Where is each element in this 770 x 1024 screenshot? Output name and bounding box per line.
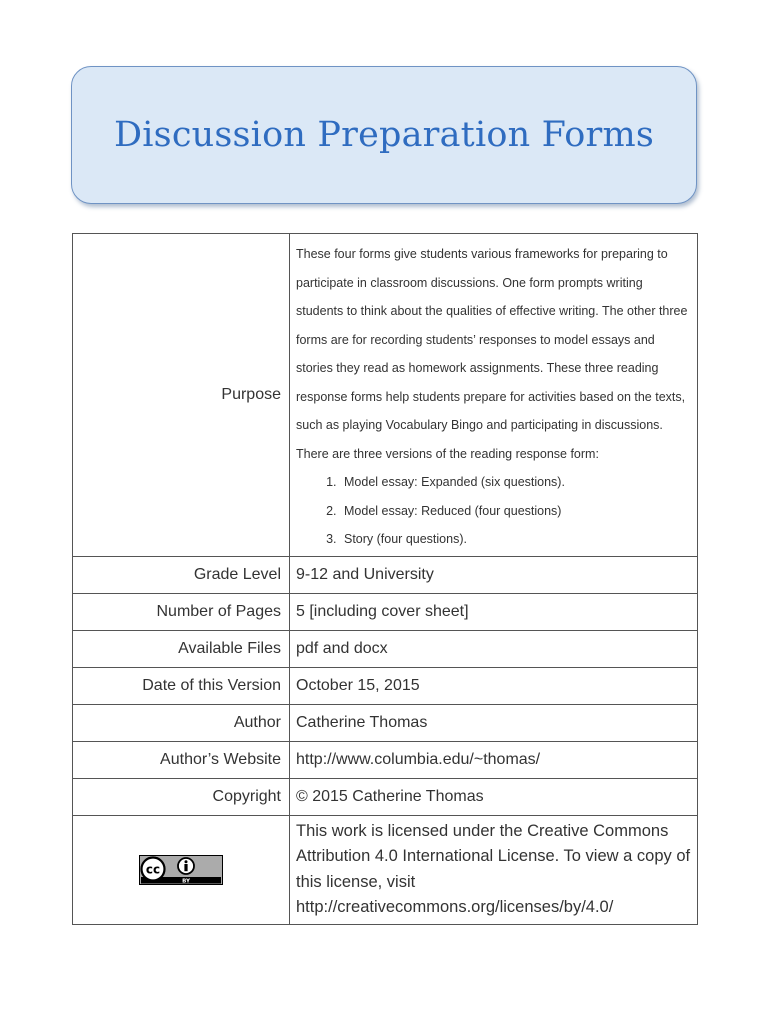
- number-of-pages-value: 5 [including cover sheet]: [290, 593, 698, 630]
- grade-level-label: Grade Level: [73, 556, 290, 593]
- author-value: Catherine Thomas: [290, 704, 698, 741]
- date-of-version-value: October 15, 2015: [290, 667, 698, 704]
- cc-badge-by-text: BY: [182, 877, 190, 884]
- license-text: This work is licensed under the Creative Commons Attribution 4.0 International License. To view a copy of this license, visit http://creativecommons.org/licenses/by/4.0/: [290, 815, 698, 924]
- number-of-pages-label: Number of Pages: [73, 593, 290, 630]
- purpose-paragraph-2: There are three versions of the reading response form:: [296, 446, 599, 461]
- svg-text:cc: cc: [145, 861, 161, 876]
- author-website-label: Author’s Website: [73, 741, 290, 778]
- list-item: 3. Story (four questions).: [340, 525, 691, 554]
- grade-level-value: 9-12 and University: [290, 556, 698, 593]
- table-row: [73, 741, 698, 778]
- date-of-version-label: Date of this Version: [73, 667, 290, 704]
- table-row: [73, 778, 698, 815]
- purpose-value: [290, 234, 698, 557]
- purpose-label: Purpose: [73, 234, 290, 557]
- table-row: [73, 704, 698, 741]
- reading-response-versions-list: [296, 468, 691, 554]
- list-item: 1. Model essay: Expanded (six questions).: [340, 468, 691, 497]
- purpose-row: [73, 234, 698, 557]
- author-label: Author: [73, 704, 290, 741]
- purpose-paragraph-1: These four forms give students various frameworks for preparing to participate in classroom discussions. One form prompts writing students to think about the qualities of effective writing. The other three forms are for recording students’ responses to model essays and stories they read as homework assignments. These three reading response forms help students prepare for activities based on the texts, such as playing Vocabulary Bingo and participating in discussions.: [296, 247, 688, 432]
- table-row: [73, 667, 698, 704]
- title-box: [71, 66, 697, 204]
- info-table: [72, 233, 698, 925]
- author-website-link[interactable]: http://www.columbia.edu/~thomas/: [290, 741, 698, 778]
- table-row: [73, 630, 698, 667]
- cc-badge-cell: [73, 815, 290, 924]
- copyright-value: © 2015 Catherine Thomas: [290, 778, 698, 815]
- copyright-label: Copyright: [73, 778, 290, 815]
- table-row: [73, 556, 698, 593]
- cc-by-license-icon: [139, 855, 223, 885]
- available-files-label: Available Files: [73, 630, 290, 667]
- available-files-value: pdf and docx: [290, 630, 698, 667]
- table-row: [73, 593, 698, 630]
- list-item: 2. Model essay: Reduced (four questions): [340, 497, 691, 526]
- license-row: [73, 815, 698, 924]
- page-title: Discussion Preparation Forms: [114, 115, 654, 155]
